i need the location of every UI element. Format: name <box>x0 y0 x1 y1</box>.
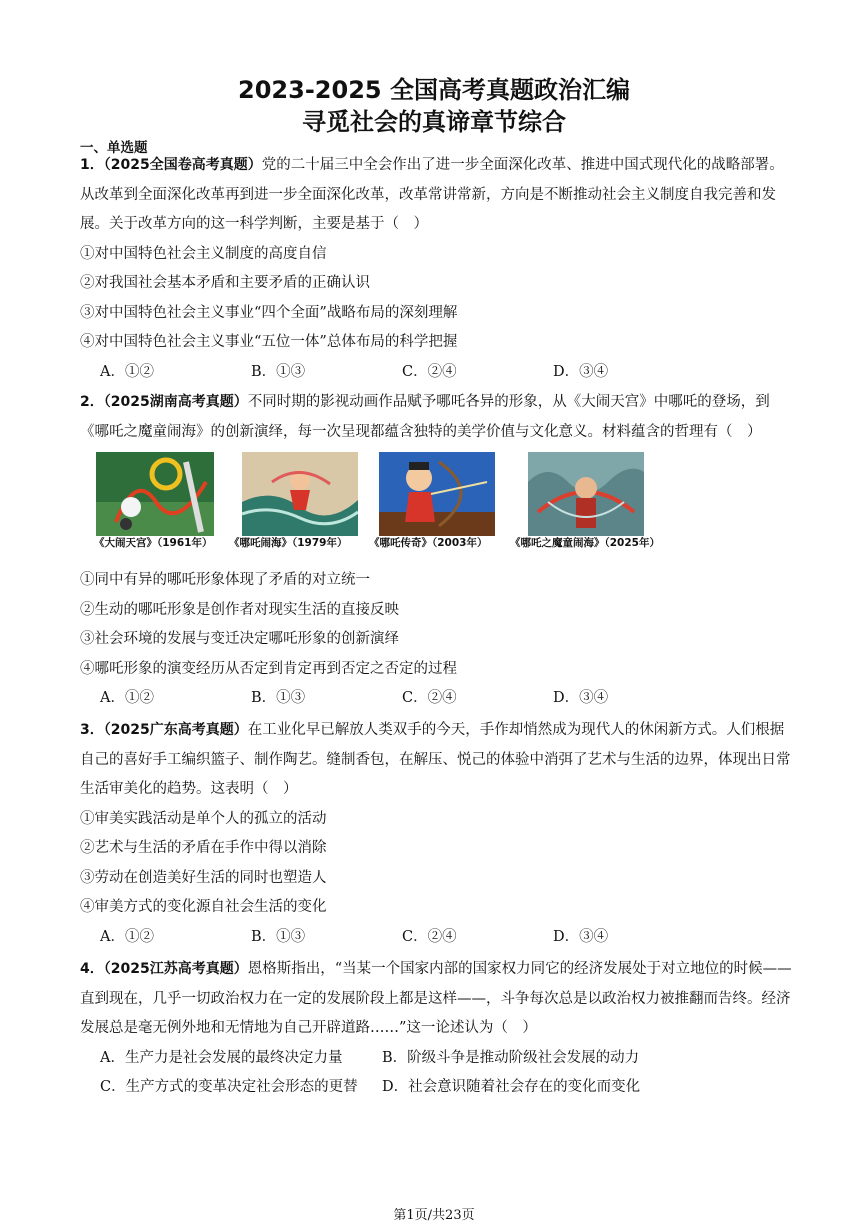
statement-3: ③对中国特色社会主义事业“四个全面”战略布局的深刻理解 <box>80 304 458 321</box>
image-caption-4: 《哪吒之魔童闹海》（2025年） <box>510 537 660 549</box>
option-b: B．①③ <box>251 690 306 706</box>
question-source: （2025全国卷高考真题） <box>103 157 262 173</box>
question-source: （2025江苏高考真题） <box>103 961 248 977</box>
option-c: C．②④ <box>402 690 457 706</box>
question-number: 3． <box>80 722 104 738</box>
image-caption-2: 《哪吒闹海》（1979年） <box>229 537 348 549</box>
nezha-image-2003 <box>379 452 495 536</box>
option-b: B．阶级斗争是推动阶级社会发展的动力 <box>382 1049 640 1066</box>
page-subtitle: 寻觅社会的真谛章节综合 <box>302 108 566 136</box>
question-2-statements <box>80 566 796 714</box>
statement-4: ④审美方式的变化源自社会生活的变化 <box>80 899 327 915</box>
option-c: C．②④ <box>402 928 457 945</box>
statement-2: ②艺术与生活的矛盾在手作中得以消除 <box>80 840 327 856</box>
question-text: 在工业化早已解放人类双手的今天，手作却悄然成为现代人的休闲新方式。人们根据自己的喜好手工编织篮子、制作陶艺。缝制香包，在解压、悦己的体验中消弭了艺术与生活的边界，体现出日常生活审美化的趋势。这表明（ ） <box>80 722 791 797</box>
option-b: B．①③ <box>251 928 306 945</box>
nezha-image-2025 <box>528 452 644 536</box>
question-number: 4． <box>80 961 104 977</box>
statement-3: ③社会环境的发展与变迁决定哪吒形象的创新演绎 <box>80 631 399 647</box>
option-b: B．①③ <box>251 363 306 380</box>
statement-4: ④对中国特色社会主义事业“五位一体”总体布局的科学把握 <box>80 334 458 350</box>
statement-2: ②生动的哪吒形象是创作者对现实生活的直接反映 <box>80 601 399 618</box>
option-d: D．③④ <box>553 363 609 380</box>
question-text: 恩格斯指出，“当某一个国家内部的国家权力同它的经济发展处于对立地位的时候——直到现在，几乎一切政治权力在一定的发展阶段上都是这样——，斗争每次总是以政治权力被推翻而告终。经济发展总是毫无例外地和无情地为自己开辟道路……”这一论述认为（ ） <box>80 961 792 1036</box>
option-a: A．①② <box>100 363 154 380</box>
question-source: （2025广东高考真题） <box>103 722 248 738</box>
answer-options <box>100 1044 796 1103</box>
statement-4: ④哪吒形象的演变经历从否定到肯定再到否定之否定的过程 <box>80 660 457 677</box>
statement-2: ②对我国社会基本矛盾和主要矛盾的正确认识 <box>80 275 370 291</box>
question-1 <box>80 151 796 387</box>
option-d: D．③④ <box>553 690 609 706</box>
question-source: （2025湖南高考真题） <box>103 394 248 410</box>
option-c: C．②④ <box>402 363 457 380</box>
page-footer: 第1页/共23页 <box>393 1208 475 1223</box>
question-stem <box>80 151 796 240</box>
nezha-image-1961 <box>96 452 214 536</box>
question-number: 2． <box>80 394 104 410</box>
option-d: D．③④ <box>553 928 609 945</box>
image-caption-3: 《哪吒传奇》（2003年） <box>369 537 488 549</box>
question-2 <box>80 388 796 447</box>
statement-1: ①对中国特色社会主义制度的高度自信 <box>80 245 327 262</box>
question-3 <box>80 716 796 952</box>
option-a: A．生产力是社会发展的最终决定力量 <box>100 1049 343 1066</box>
answer-options <box>100 358 796 388</box>
nezha-image-1979 <box>242 452 358 536</box>
image-caption-1: 《大闹天宫》（1961年） <box>94 537 213 549</box>
option-a: A．①② <box>100 690 154 706</box>
statement-1: ①同中有异的哪吒形象体现了矛盾的对立统一 <box>80 572 370 588</box>
section-heading: 一、单选题 <box>80 140 148 156</box>
statement-3: ③劳动在创造美好生活的同时也塑造人 <box>80 869 327 886</box>
question-4 <box>80 955 796 1103</box>
answer-options <box>100 923 796 953</box>
question-number: 1． <box>80 157 104 173</box>
question-stem <box>80 716 796 805</box>
option-d: D．社会意识随着社会存在的变化而变化 <box>382 1079 641 1095</box>
question-stem <box>80 388 796 447</box>
option-c: C．生产方式的变革决定社会形态的更替 <box>100 1079 358 1095</box>
question-stem <box>80 955 796 1044</box>
statement-1: ①审美实践活动是单个人的孤立的活动 <box>80 810 327 827</box>
question-text: 不同时期的影视动画作品赋予哪吒各异的形象，从《大闹天宫》中哪吒的登场，到《哪吒之魔童闹海》的创新演绎，每一次呈现都蕴含独特的美学价值与文化意义。材料蕴含的哲理有（ ） <box>80 394 770 440</box>
answer-options <box>100 684 796 714</box>
page-title: 2023-2025 全国高考真题政治汇编 <box>238 76 630 104</box>
question-text: 党的二十届三中全会作出了进一步全面深化改革、推进中国式现代化的战略部署。从改革到全面深化改革再到进一步全面深化改革，改革常讲常新，方向是不断推动社会主义制度自我完善和发展。关于改革方向的这一科学判断，主要是基于（ ） <box>80 157 784 232</box>
option-a: A．①② <box>100 928 154 945</box>
